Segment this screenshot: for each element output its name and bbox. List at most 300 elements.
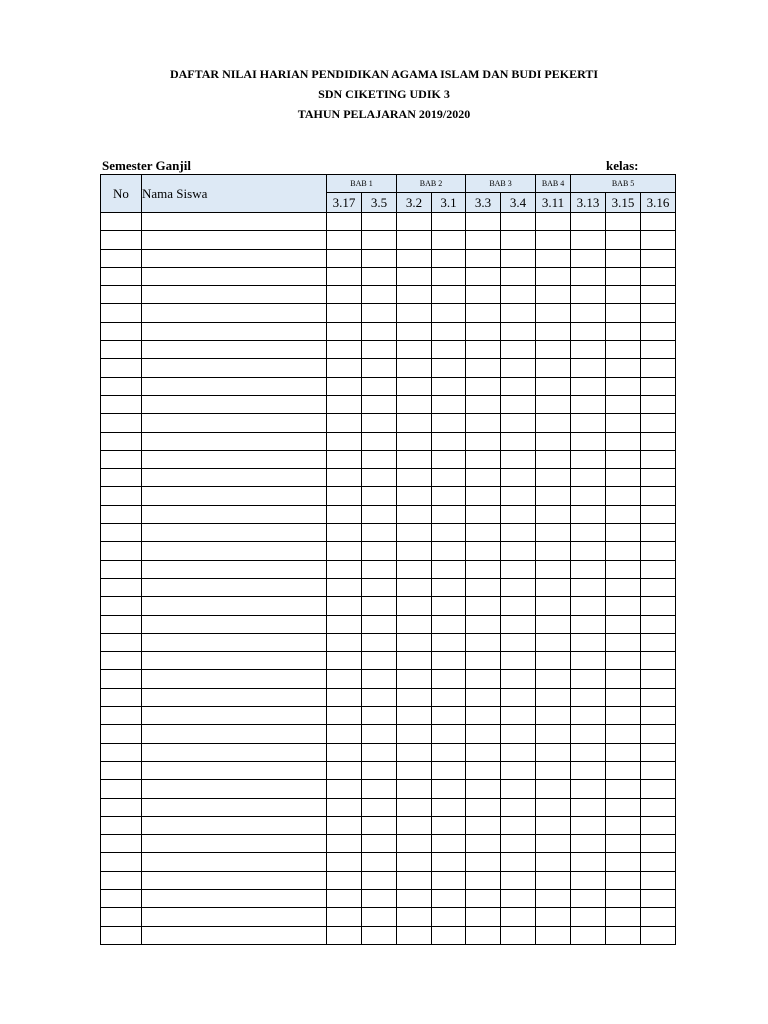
cell-nilai (432, 267, 466, 285)
cell-nilai (362, 450, 397, 468)
cell-nilai (397, 414, 432, 432)
cell-nilai (501, 542, 536, 560)
cell-nilai (536, 487, 571, 505)
cell-nilai (362, 267, 397, 285)
cell-nilai (466, 871, 501, 889)
cell-nilai (397, 652, 432, 670)
cell-nilai (397, 926, 432, 944)
cell-nilai (466, 450, 501, 468)
cell-nilai (501, 633, 536, 651)
cell-nilai (641, 578, 676, 596)
cell-nilai (432, 889, 466, 907)
cell-nama-siswa (142, 469, 327, 487)
cell-nilai (362, 304, 397, 322)
cell-nilai (432, 725, 466, 743)
cell-nama-siswa (142, 780, 327, 798)
cell-nilai (606, 761, 641, 779)
cell-nilai (362, 286, 397, 304)
cell-nilai (571, 652, 606, 670)
table-row (101, 578, 676, 596)
cell-nilai (362, 505, 397, 523)
cell-nilai (397, 725, 432, 743)
cell-nilai (501, 798, 536, 816)
cell-nilai (327, 377, 362, 395)
cell-nilai (327, 432, 362, 450)
cell-nilai (571, 414, 606, 432)
cell-nilai (362, 395, 397, 413)
cell-no (101, 341, 142, 359)
cell-nilai (571, 578, 606, 596)
cell-nilai (571, 889, 606, 907)
cell-nilai (571, 597, 606, 615)
bab-header: BAB 1 (327, 175, 397, 193)
cell-nilai (327, 450, 362, 468)
cell-nilai (536, 615, 571, 633)
academic-year: TAHUN PELAJARAN 2019/2020 (297, 107, 471, 121)
cell-nilai (501, 359, 536, 377)
cell-nilai (327, 908, 362, 926)
cell-nama-siswa (142, 487, 327, 505)
cell-nilai (327, 286, 362, 304)
cell-nilai (606, 926, 641, 944)
cell-nilai (432, 469, 466, 487)
cell-nilai (571, 286, 606, 304)
cell-nama-siswa (142, 395, 327, 413)
cell-nilai (397, 597, 432, 615)
cell-no (101, 286, 142, 304)
cell-nilai (397, 267, 432, 285)
cell-nilai (536, 908, 571, 926)
cell-nilai (571, 615, 606, 633)
cell-nama-siswa (142, 304, 327, 322)
cell-nilai (327, 707, 362, 725)
cell-nilai (466, 798, 501, 816)
cell-nilai (362, 926, 397, 944)
cell-nilai (606, 652, 641, 670)
cell-nilai (432, 597, 466, 615)
cell-nilai (501, 322, 536, 340)
cell-nilai (571, 213, 606, 231)
cell-nilai (397, 578, 432, 596)
cell-nilai (432, 213, 466, 231)
cell-no (101, 578, 142, 596)
table-row (101, 725, 676, 743)
cell-no (101, 249, 142, 267)
cell-nilai (397, 359, 432, 377)
cell-nilai (641, 395, 676, 413)
cell-no (101, 213, 142, 231)
cell-nilai (536, 926, 571, 944)
cell-nilai (501, 835, 536, 853)
cell-no (101, 414, 142, 432)
cell-nilai (641, 597, 676, 615)
cell-nilai (641, 725, 676, 743)
cell-nilai (606, 505, 641, 523)
table-row (101, 322, 676, 340)
cell-nilai (397, 505, 432, 523)
cell-nama-siswa (142, 908, 327, 926)
cell-nilai (362, 322, 397, 340)
cell-nilai (466, 908, 501, 926)
cell-nama-siswa (142, 926, 327, 944)
cell-no (101, 304, 142, 322)
cell-nilai (327, 652, 362, 670)
cell-nilai (536, 871, 571, 889)
school-name: SDN CIKETING UDIK 3 (318, 87, 450, 101)
table-row (101, 615, 676, 633)
cell-nilai (432, 450, 466, 468)
cell-nilai (641, 505, 676, 523)
table-row (101, 871, 676, 889)
table-row (101, 835, 676, 853)
cell-nilai (501, 926, 536, 944)
cell-nilai (641, 231, 676, 249)
table-row (101, 341, 676, 359)
cell-nama-siswa (142, 322, 327, 340)
cell-nilai (466, 524, 501, 542)
cell-nilai (571, 816, 606, 834)
cell-nilai (571, 743, 606, 761)
cell-no (101, 615, 142, 633)
cell-nilai (327, 743, 362, 761)
cell-nilai (466, 633, 501, 651)
cell-nilai (466, 835, 501, 853)
cell-nilai (362, 652, 397, 670)
cell-nilai (606, 395, 641, 413)
cell-nilai (466, 213, 501, 231)
cell-nilai (641, 743, 676, 761)
cell-nama-siswa (142, 377, 327, 395)
cell-nilai (397, 377, 432, 395)
table-row (101, 432, 676, 450)
cell-nilai (432, 341, 466, 359)
cell-nama-siswa (142, 853, 327, 871)
cell-nilai (536, 670, 571, 688)
cell-nilai (501, 213, 536, 231)
cell-nilai (641, 414, 676, 432)
cell-nilai (641, 926, 676, 944)
cell-no (101, 377, 142, 395)
cell-nilai (536, 377, 571, 395)
cell-nilai (397, 743, 432, 761)
cell-nilai (571, 670, 606, 688)
bab-header: BAB 4 (536, 175, 571, 193)
cell-nilai (432, 816, 466, 834)
table-row (101, 761, 676, 779)
cell-nilai (571, 871, 606, 889)
cell-nilai (501, 249, 536, 267)
table-row (101, 688, 676, 706)
cell-nilai (606, 542, 641, 560)
cell-nama-siswa (142, 743, 327, 761)
cell-nilai (606, 816, 641, 834)
cell-nilai (327, 213, 362, 231)
cell-nilai (362, 578, 397, 596)
table-row (101, 798, 676, 816)
cell-nilai (432, 615, 466, 633)
cell-no (101, 652, 142, 670)
cell-nilai (397, 395, 432, 413)
cell-nilai (501, 267, 536, 285)
cell-nilai (571, 725, 606, 743)
cell-nilai (606, 341, 641, 359)
cell-nilai (362, 761, 397, 779)
cell-nilai (327, 322, 362, 340)
cell-nilai (397, 816, 432, 834)
cell-no (101, 725, 142, 743)
cell-nilai (327, 871, 362, 889)
cell-nilai (397, 231, 432, 249)
cell-nilai (606, 304, 641, 322)
cell-nilai (397, 853, 432, 871)
cell-nilai (571, 505, 606, 523)
cell-no (101, 670, 142, 688)
cell-nilai (501, 505, 536, 523)
cell-nilai (536, 286, 571, 304)
cell-nilai (606, 835, 641, 853)
cell-nilai (327, 304, 362, 322)
cell-nilai (501, 652, 536, 670)
cell-nilai (641, 524, 676, 542)
cell-nilai (536, 853, 571, 871)
table-row (101, 414, 676, 432)
cell-nilai (432, 798, 466, 816)
cell-nilai (362, 414, 397, 432)
cell-nilai (501, 725, 536, 743)
cell-nilai (466, 578, 501, 596)
cell-no (101, 688, 142, 706)
cell-no (101, 395, 142, 413)
cell-nilai (327, 670, 362, 688)
table-row (101, 487, 676, 505)
cell-nilai (641, 359, 676, 377)
cell-nama-siswa (142, 560, 327, 578)
cell-no (101, 542, 142, 560)
cell-nilai (536, 341, 571, 359)
cell-nama-siswa (142, 542, 327, 560)
cell-nilai (571, 231, 606, 249)
cell-nilai (466, 505, 501, 523)
cell-nilai (571, 524, 606, 542)
cell-nilai (362, 670, 397, 688)
cell-nilai (571, 926, 606, 944)
cell-nilai (432, 377, 466, 395)
cell-nilai (501, 432, 536, 450)
cell-nilai (606, 707, 641, 725)
cell-nilai (606, 908, 641, 926)
cell-nama-siswa (142, 267, 327, 285)
cell-nilai (571, 395, 606, 413)
cell-nilai (606, 725, 641, 743)
cell-nilai (571, 908, 606, 926)
cell-nilai (536, 450, 571, 468)
cell-nilai (606, 578, 641, 596)
cell-no (101, 798, 142, 816)
document-title: DAFTAR NILAI HARIAN PENDIDIKAN AGAMA ISLAM DAN BUDI PEKERTI (169, 67, 599, 81)
cell-nilai (432, 835, 466, 853)
cell-no (101, 633, 142, 651)
cell-nilai (606, 688, 641, 706)
cell-nilai (327, 597, 362, 615)
cell-nilai (327, 249, 362, 267)
cell-nilai (362, 816, 397, 834)
cell-nilai (432, 707, 466, 725)
cell-no (101, 835, 142, 853)
cell-nilai (571, 707, 606, 725)
bab-header: BAB 2 (397, 175, 466, 193)
cell-nilai (606, 798, 641, 816)
cell-nilai (397, 213, 432, 231)
cell-nilai (466, 926, 501, 944)
cell-nilai (501, 670, 536, 688)
cell-nama-siswa (142, 286, 327, 304)
cell-nilai (432, 322, 466, 340)
cell-nilai (606, 213, 641, 231)
cell-no (101, 761, 142, 779)
cell-nama-siswa (142, 450, 327, 468)
kd-header: 3.13 (571, 193, 606, 213)
cell-nilai (327, 816, 362, 834)
cell-nilai (397, 835, 432, 853)
cell-nilai (466, 341, 501, 359)
cell-nilai (466, 707, 501, 725)
cell-nilai (327, 542, 362, 560)
cell-no (101, 231, 142, 249)
cell-nilai (327, 414, 362, 432)
table-row (101, 542, 676, 560)
cell-nilai (571, 432, 606, 450)
cell-nilai (397, 560, 432, 578)
table-row (101, 743, 676, 761)
cell-nilai (466, 377, 501, 395)
cell-nilai (327, 633, 362, 651)
cell-nama-siswa (142, 707, 327, 725)
cell-no (101, 816, 142, 834)
cell-nilai (466, 761, 501, 779)
cell-nilai (501, 487, 536, 505)
cell-nilai (362, 341, 397, 359)
cell-nilai (606, 322, 641, 340)
cell-nilai (641, 432, 676, 450)
cell-nilai (606, 560, 641, 578)
cell-nilai (466, 395, 501, 413)
cell-nilai (606, 670, 641, 688)
cell-nilai (432, 926, 466, 944)
cell-nilai (606, 743, 641, 761)
bab-header: BAB 3 (466, 175, 536, 193)
cell-nilai (466, 414, 501, 432)
cell-nilai (397, 633, 432, 651)
cell-nilai (606, 853, 641, 871)
cell-nilai (606, 414, 641, 432)
cell-nama-siswa (142, 633, 327, 651)
cell-nilai (536, 304, 571, 322)
cell-nama-siswa (142, 615, 327, 633)
cell-nilai (641, 633, 676, 651)
cell-nilai (432, 652, 466, 670)
kelas-label: kelas: (606, 158, 639, 173)
cell-nilai (362, 743, 397, 761)
kd-header: 3.15 (606, 193, 641, 213)
cell-nilai (501, 889, 536, 907)
cell-nilai (432, 249, 466, 267)
cell-nilai (397, 469, 432, 487)
cell-nilai (536, 322, 571, 340)
cell-nama-siswa (142, 889, 327, 907)
table-row (101, 780, 676, 798)
cell-nilai (606, 231, 641, 249)
cell-nama-siswa (142, 761, 327, 779)
cell-nilai (397, 487, 432, 505)
cell-nilai (397, 871, 432, 889)
table-row (101, 670, 676, 688)
cell-nilai (327, 926, 362, 944)
cell-nilai (327, 688, 362, 706)
cell-nilai (327, 524, 362, 542)
cell-nilai (466, 542, 501, 560)
cell-nilai (397, 249, 432, 267)
cell-no (101, 926, 142, 944)
cell-nama-siswa (142, 670, 327, 688)
column-header-no: No (101, 175, 142, 213)
table-row (101, 524, 676, 542)
cell-nama-siswa (142, 798, 327, 816)
kd-header: 3.17 (327, 193, 362, 213)
cell-nilai (362, 853, 397, 871)
grade-table (100, 174, 676, 945)
cell-nilai (606, 487, 641, 505)
table-row (101, 816, 676, 834)
cell-nilai (641, 322, 676, 340)
cell-nilai (397, 889, 432, 907)
table-row (101, 926, 676, 944)
cell-nilai (466, 267, 501, 285)
cell-nilai (397, 707, 432, 725)
cell-nilai (362, 469, 397, 487)
cell-nilai (641, 469, 676, 487)
cell-nilai (466, 652, 501, 670)
cell-nilai (501, 286, 536, 304)
cell-nilai (606, 286, 641, 304)
cell-nilai (571, 780, 606, 798)
cell-nilai (397, 322, 432, 340)
cell-nilai (571, 761, 606, 779)
bab-header: BAB 5 (571, 175, 676, 193)
cell-nilai (536, 633, 571, 651)
table-row (101, 597, 676, 615)
cell-no (101, 707, 142, 725)
table-row (101, 231, 676, 249)
cell-nilai (327, 798, 362, 816)
table-row (101, 853, 676, 871)
cell-nilai (362, 377, 397, 395)
cell-nilai (536, 505, 571, 523)
cell-nilai (641, 688, 676, 706)
cell-nilai (432, 304, 466, 322)
table-row (101, 359, 676, 377)
cell-nilai (432, 780, 466, 798)
cell-nilai (466, 743, 501, 761)
cell-nilai (362, 889, 397, 907)
table-row (101, 505, 676, 523)
cell-nilai (466, 816, 501, 834)
cell-nama-siswa (142, 249, 327, 267)
cell-nilai (641, 652, 676, 670)
cell-nilai (641, 670, 676, 688)
cell-no (101, 871, 142, 889)
cell-nilai (641, 816, 676, 834)
cell-nilai (536, 597, 571, 615)
